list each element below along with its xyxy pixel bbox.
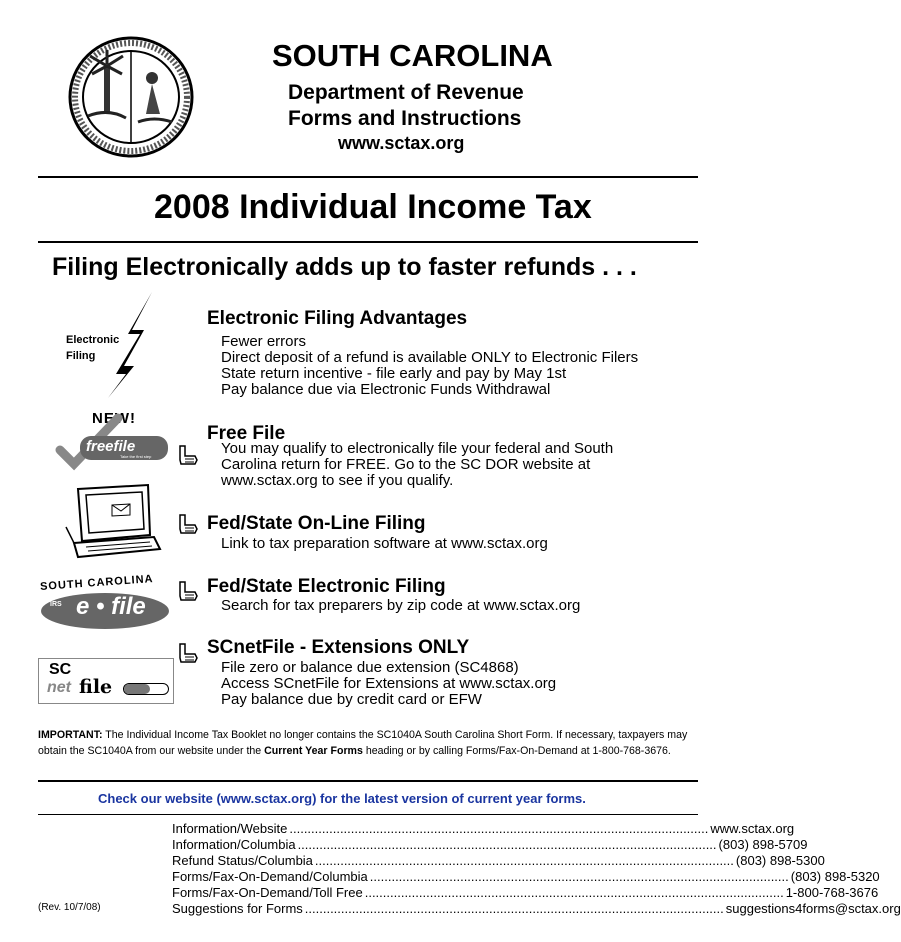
forms-instructions-subtitle: Forms and Instructions (288, 107, 522, 130)
freefile-wordmark: freefile (86, 438, 136, 455)
section-line: Carolina return for FREE. Go to the SC DOR website at (221, 456, 591, 473)
section-heading-scnetfile: SCnetFile - Extensions ONLY (207, 637, 470, 658)
contact-label: Forms/Fax-On-Demand/Toll Free (172, 885, 363, 900)
section-line: Link to tax preparation software at www.sctax.org (221, 535, 548, 552)
progress-fill (124, 684, 150, 694)
section-heading-online-filing: Fed/State On-Line Filing (207, 513, 426, 534)
contact-label: Information/Columbia (172, 837, 296, 852)
efile-wordmark: e • file (76, 593, 146, 620)
contact-value[interactable]: www.sctax.org (710, 821, 795, 836)
efile-arc-text: SOUTH CAROLINA (39, 573, 154, 593)
hand-pointer-icon (177, 513, 199, 535)
seal-graphic (70, 38, 192, 156)
contact-row (172, 901, 901, 917)
state-name-heading: SOUTH CAROLINA (272, 38, 553, 73)
section-heading-free-file: Free File (207, 423, 286, 444)
department-heading (288, 80, 524, 132)
computer-icon (64, 483, 164, 563)
divider (38, 241, 698, 243)
contact-value: 1-800-768-3676 (785, 885, 879, 900)
contact-label: Information/Website (172, 821, 288, 836)
leader-dots: .................................................................................................................... (369, 869, 789, 884)
scnetfile-sc: SC (49, 661, 72, 678)
section-line: Pay balance due by credit card or EFW (221, 691, 482, 708)
progress-bar-graphic (123, 683, 169, 695)
page-title: 2008 Individual Income Tax (154, 188, 592, 226)
efile-irs-prefix: IRS (50, 601, 62, 608)
contact-row (172, 837, 808, 853)
contact-value: (803) 898-5709 (718, 837, 808, 852)
section-body-scnetfile (221, 660, 556, 708)
contact-label: Refund Status/Columbia (172, 853, 313, 868)
important-text: The Individual Income Tax Booklet no longer contains the SC1040A South Carolina Short Form. If necessary, taxpayers may obtain the SC1040A from our website under the (38, 729, 688, 757)
section-line: Fewer errors (221, 333, 307, 350)
tagline: Filing Electronically adds up to faster refunds . . . (52, 253, 637, 281)
new-badge: NEW! (92, 410, 136, 427)
section-body-electronic-filing (221, 598, 580, 614)
section-heading-efiling-advantages: Electronic Filing Advantages (207, 308, 468, 329)
header-website-link[interactable]: www.sctax.org (338, 133, 465, 153)
contact-label: Suggestions for Forms (172, 901, 303, 916)
section-body-online-filing (221, 536, 548, 552)
section-line: You may qualify to electronically file your federal and South (221, 440, 614, 457)
scnetfile-logo (38, 658, 174, 704)
section-line: Pay balance due via Electronic Funds Withdrawal (221, 381, 551, 398)
scnetfile-net: net (47, 679, 71, 696)
hand-pointer-icon (177, 444, 199, 466)
contact-value: (803) 898-5300 (735, 853, 825, 868)
freefile-tagline: Take the first step (120, 454, 152, 459)
contact-list (172, 821, 901, 917)
leader-dots: .................................................................................................................... (304, 901, 724, 916)
current-year-forms-emphasis: Current Year Forms (264, 745, 363, 757)
hand-pointer-icon (177, 642, 199, 664)
divider (38, 176, 698, 178)
section-body-free-file (221, 441, 613, 489)
section-line: Search for tax preparers by zip code at www.sctax.org (221, 597, 581, 614)
section-line: State return incentive - file early and pay by May 1st (221, 365, 567, 382)
scnetfile-file: file (79, 676, 113, 698)
contact-row (172, 853, 825, 869)
section-heading-electronic-filing: Fed/State Electronic Filing (207, 576, 446, 597)
section-line: Access SCnetFile for Extensions at www.sctax.org (221, 675, 557, 692)
divider (38, 814, 698, 815)
sc-efile-logo (38, 575, 172, 631)
department-name: Department of Revenue (288, 81, 524, 104)
leader-dots: .................................................................................................................... (289, 821, 709, 836)
leader-dots: .................................................................................................................... (364, 885, 784, 900)
important-text: heading or by calling Forms/Fax-On-Demand at 1-800-768-3676. (362, 745, 671, 757)
freefile-logo (54, 410, 172, 468)
electronic-label-line: Filing (66, 350, 96, 362)
section-line: File zero or balance due extension (SC4868) (221, 659, 519, 676)
electronic-label-line: Electronic (66, 334, 120, 346)
lightning-bolt-icon (104, 290, 156, 400)
leader-dots: .................................................................................................................... (314, 853, 734, 868)
important-notice (38, 727, 698, 759)
state-seal-image (68, 36, 194, 158)
section-body-efiling-advantages (221, 334, 638, 398)
hand-pointer-icon (177, 580, 199, 602)
contact-value: (803) 898-5320 (790, 869, 880, 884)
important-label: IMPORTANT: (38, 729, 103, 741)
check-website-notice: Check our website (www.sctax.org) for the latest version of current year forms. (98, 791, 586, 806)
contact-value[interactable]: suggestions4forms@sctax.org (725, 901, 901, 916)
contact-label: Forms/Fax-On-Demand/Columbia (172, 869, 368, 884)
contact-row (172, 869, 880, 885)
section-line: www.sctax.org to see if you qualify. (221, 472, 454, 489)
divider (38, 780, 698, 782)
contact-row (172, 885, 879, 901)
revision-date: (Rev. 10/7/08) (38, 902, 101, 913)
leader-dots: .................................................................................................................... (297, 837, 717, 852)
contact-row (172, 821, 795, 837)
section-line: Direct deposit of a refund is available ONLY to Electronic Filers (221, 349, 639, 366)
